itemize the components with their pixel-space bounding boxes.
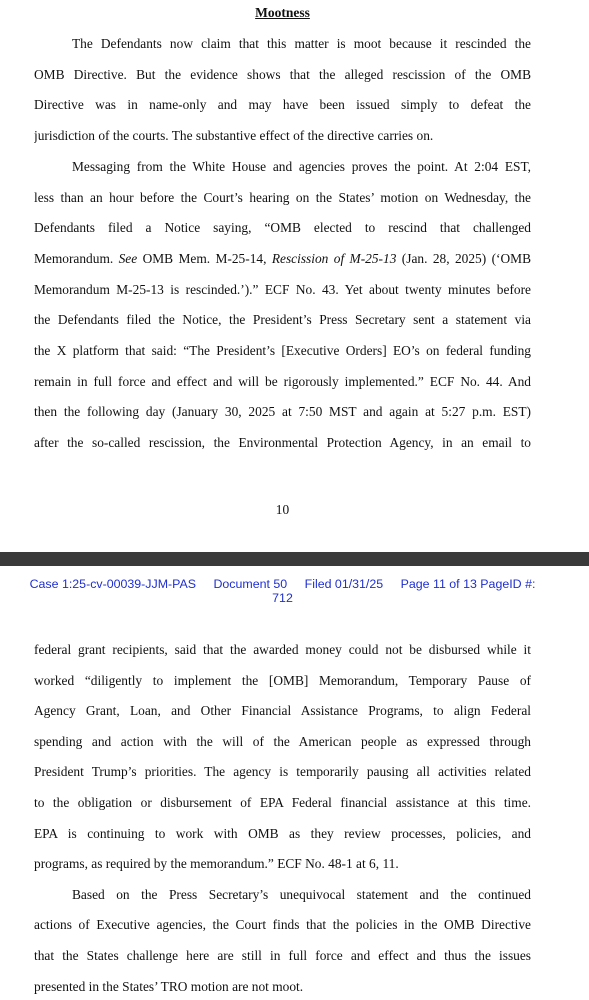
text-line: then the following day (January 30, 2025 at 7:50 MST and again at 5:27 p.m. EST) [34, 404, 531, 420]
text-line: spending and action with the will of the American people as expressed through [34, 733, 531, 749]
text-line: Memorandum. See OMB Mem. M-25-14, Rescission of M-25-13 (Jan. 28, 2025) (‘OMB [34, 250, 531, 266]
text-line: remain in full force and effect and will be rigorously implemented.” ECF No. 44. And [34, 373, 531, 389]
filed-date: Filed 01/31/25 [304, 577, 384, 591]
document-number: Document 50 [213, 577, 288, 591]
case-number: Case 1:25-cv-00039-JJM-PAS [29, 577, 197, 591]
text-line: less than an hour before the Court’s hearing on the States’ motion on Wednesday, the [34, 189, 531, 205]
text-line: Based on the Press Secretary’s unequivocal statement and the continued [72, 886, 531, 902]
text-line: worked “diligently to implement the [OMB] Memorandum, Temporary Pause of [34, 672, 531, 688]
text-line: to the obligation or disbursement of EPA Federal financial assistance at this time. [34, 795, 531, 810]
text-line: Memorandum M-25-13 is rescinded.’).” ECF No. 43. Yet about twenty minutes before [34, 281, 531, 297]
page-info: Page 11 of 13 PageID #: [400, 577, 536, 591]
text-line: Messaging from the White House and agencies proves the point. At 2:04 EST, [72, 158, 531, 174]
text-line: The Defendants now claim that this matter is moot because it rescinded the [72, 36, 531, 51]
page-11 [0, 566, 589, 1000]
text-line: the X platform that said: “The President’s [Executive Orders] EO’s on federal funding [34, 343, 531, 358]
text-line: Directive was in name-only and may have been issued simply to defeat the [34, 97, 531, 113]
text-line: the Defendants filed the Notice, the President’s Press Secretary sent a statement via [34, 312, 531, 328]
page-id: 712 [272, 591, 293, 605]
page-number: 10 [275, 502, 290, 517]
text-line: President Trump’s priorities. The agency is temporarily pausing all activities related [34, 764, 531, 780]
text-line: jurisdiction of the courts. The substantive effect of the directive carries on. [34, 128, 434, 144]
text-line: presented in the States’ TRO motion are not moot. [34, 978, 304, 994]
text-line: Defendants filed a Notice saying, “OMB elected to rescind that challenged [34, 220, 531, 236]
text-line: EPA is continuing to work with OMB as they review processes, policies, and [34, 825, 531, 841]
text-line: OMB Directive. But the evidence shows that the alleged rescission of the OMB [34, 66, 531, 82]
text-line: after the so-called rescission, the Environmental Protection Agency, in an email to [34, 435, 531, 451]
section-heading: Mootness [255, 5, 310, 20]
page-divider [0, 552, 589, 566]
text-line: actions of Executive agencies, the Court finds that the policies in the OMB Directive [34, 917, 531, 933]
text-line: programs, as required by the memorandum.” ECF No. 48-1 at 6, 11. [34, 856, 399, 872]
text-line: Agency Grant, Loan, and Other Financial Assistance Programs, to align Federal [34, 703, 531, 719]
case-header [0, 577, 565, 605]
text-line: federal grant recipients, said that the awarded money could not be disbursed while it [34, 642, 531, 657]
text-line: that the States challenge here are still in full force and effect and thus the issues [34, 948, 531, 963]
